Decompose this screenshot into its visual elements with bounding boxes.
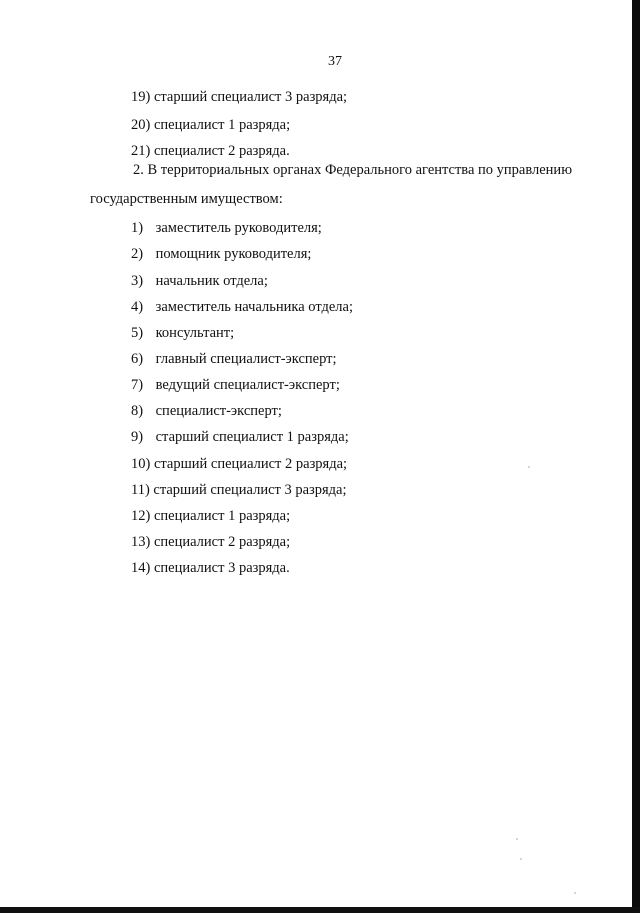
list-item-number: 14) (131, 560, 151, 576)
list-item-text: специалист 1 разряда; (153, 508, 291, 524)
list-item (131, 350, 337, 368)
scan-speck (528, 466, 530, 468)
page-number: 37 (328, 54, 342, 69)
list-item-number: 8) (131, 403, 144, 419)
list-item-number: 1) (131, 220, 144, 236)
list-item-text: специалист 1 разряда; (153, 117, 291, 133)
list-item (131, 481, 347, 499)
list-item-number: 7) (131, 377, 144, 393)
list-item (131, 272, 268, 290)
list-item-text: старший специалист 1 разряда; (155, 429, 349, 445)
list-item (131, 116, 290, 134)
list-item-number: 12) (131, 508, 151, 524)
list-item-text: ведущий специалист-эксперт; (155, 377, 340, 393)
scan-speck (574, 892, 576, 894)
list-item (131, 428, 349, 446)
list-item-number: 4) (131, 299, 144, 315)
list-item-number: 9) (131, 429, 144, 445)
list-item (131, 376, 340, 394)
list-item (131, 88, 347, 106)
list-item-text: специалист 2 разряда. (153, 143, 290, 159)
list-item (131, 533, 290, 551)
list-item-text: начальник отдела; (155, 273, 268, 289)
list-item (131, 298, 353, 316)
list-item-text: главный специалист-эксперт; (155, 351, 337, 367)
list-item-text: старший специалист 2 разряда; (153, 456, 348, 472)
list-item-number: 11) (131, 482, 150, 498)
list-item (131, 219, 322, 237)
list-item-number: 19) (131, 89, 151, 105)
list-item (131, 455, 347, 473)
list-item-text: специалист 2 разряда; (153, 534, 291, 550)
scan-speck (520, 858, 522, 860)
section-2-heading-line: 2. В территориальных органах Федерального агентства по управлению (133, 162, 573, 178)
scan-edge-right (632, 0, 640, 913)
list-item-number: 21) (131, 143, 151, 159)
list-item-text: старший специалист 3 разряда; (153, 482, 347, 498)
list-item-number: 5) (131, 325, 144, 341)
list-item-number: 6) (131, 351, 144, 367)
scan-edge-bottom (0, 907, 640, 913)
list-item-number: 3) (131, 273, 144, 289)
list-item-number: 10) (131, 456, 151, 472)
list-item (131, 142, 290, 160)
list-item-text: помощник руководителя; (155, 246, 312, 262)
list-item (131, 324, 234, 342)
list-item-number: 20) (131, 117, 151, 133)
list-item-text: консультант; (155, 325, 235, 341)
list-item-text: старший специалист 3 разряда; (153, 89, 348, 105)
list-item-text: специалист 3 разряда. (153, 560, 290, 576)
list-item-number: 2) (131, 246, 144, 262)
list-item (131, 245, 311, 263)
scan-speck (516, 838, 518, 840)
list-item (131, 507, 290, 525)
list-item-number: 13) (131, 534, 151, 550)
list-item (131, 559, 290, 577)
list-item-text: заместитель руководителя; (155, 220, 322, 236)
list-item (131, 402, 282, 420)
list-item-text: специалист-эксперт; (155, 403, 282, 419)
section-2-heading-continuation: государственным имуществом: (90, 191, 283, 207)
list-item-text: заместитель начальника отдела; (155, 299, 353, 315)
